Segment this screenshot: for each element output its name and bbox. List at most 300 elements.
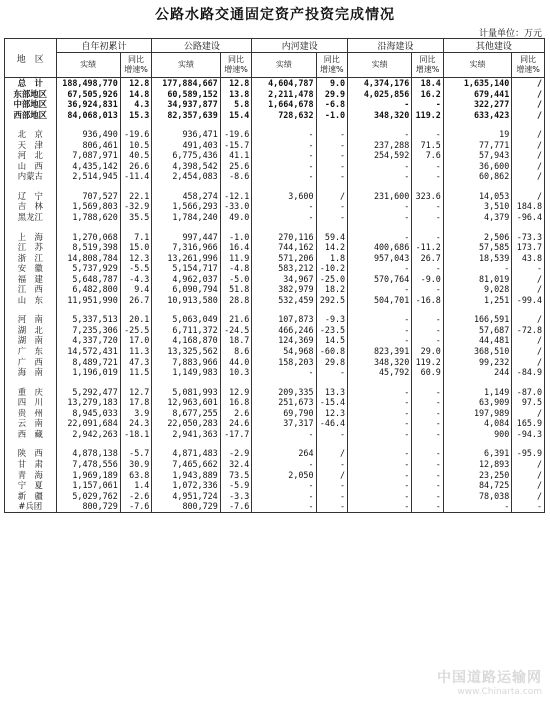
growth-cell: - (412, 129, 444, 140)
region-name: 新 疆 (5, 491, 57, 502)
growth-cell: 184.8 (512, 201, 545, 212)
summary-row (5, 110, 545, 121)
actual-cell: 11,951,990 (56, 295, 120, 306)
region-name: 福 建 (5, 274, 57, 285)
growth-cell: -4.8 (220, 263, 252, 274)
actual-cell: - (443, 501, 511, 512)
actual-cell: 54,968 (252, 346, 316, 357)
table-row (5, 242, 545, 253)
actual-cell: 5,154,717 (152, 263, 220, 274)
actual-cell: - (348, 418, 412, 429)
growth-cell: - (316, 140, 348, 151)
actual-cell: 1,664,678 (252, 99, 316, 110)
actual-cell: 348,320 (348, 357, 412, 368)
unit-label: 计量单位：万元 (478, 29, 542, 39)
actual-cell: 13,261,996 (152, 253, 220, 264)
growth-cell: 22.1 (120, 191, 152, 202)
actual-cell: 37,317 (252, 418, 316, 429)
growth-cell: 51.8 (220, 284, 252, 295)
actual-cell: - (348, 314, 412, 325)
actual-header: 实绩 (56, 53, 120, 78)
region-name: 广 西 (5, 357, 57, 368)
actual-cell: - (252, 459, 316, 470)
growth-cell: -19.6 (120, 129, 152, 140)
actual-cell: 22,050,283 (152, 418, 220, 429)
growth-cell: -1.0 (220, 232, 252, 243)
growth-cell: -2.9 (220, 448, 252, 459)
region-name: 安 徽 (5, 263, 57, 274)
table-row (5, 480, 545, 491)
actual-cell: 237,288 (348, 140, 412, 151)
growth-cell: - (412, 408, 444, 419)
actual-cell: 14,053 (443, 191, 511, 202)
growth-cell: -16.8 (412, 295, 444, 306)
growth-cell: / (512, 171, 545, 182)
growth-cell: 11.3 (120, 346, 152, 357)
actual-cell: 13,325,562 (152, 346, 220, 357)
table-row (5, 491, 545, 502)
region-name: 海 南 (5, 367, 57, 378)
region-name: 陕 西 (5, 448, 57, 459)
growth-cell: 97.5 (512, 397, 545, 408)
growth-cell: -73.3 (512, 232, 545, 243)
spacer-row (5, 223, 545, 232)
actual-cell: 466,246 (252, 325, 316, 336)
actual-cell: 7,465,662 (152, 459, 220, 470)
growth-cell: - (512, 263, 545, 274)
growth-cell: 12.7 (120, 387, 152, 398)
growth-cell: - (412, 387, 444, 398)
growth-cell: 47.3 (120, 357, 152, 368)
actual-cell: 823,391 (348, 346, 412, 357)
actual-cell: 2,050 (252, 470, 316, 481)
growth-cell: / (512, 408, 545, 419)
actual-cell: 800,729 (56, 501, 120, 512)
growth-cell: - (412, 397, 444, 408)
group-header: 其他建设 (443, 39, 544, 53)
actual-cell: 1,969,189 (56, 470, 120, 481)
growth-cell: / (512, 99, 545, 110)
actual-cell: - (348, 429, 412, 440)
actual-cell: 69,790 (252, 408, 316, 419)
region-name: 山 西 (5, 161, 57, 172)
actual-cell: - (252, 129, 316, 140)
growth-cell: 7.1 (120, 232, 152, 243)
actual-cell: 1,784,240 (152, 212, 220, 223)
actual-cell: 1,635,140 (443, 78, 511, 89)
growth-cell: 63.8 (120, 470, 152, 481)
table-row (5, 429, 545, 440)
growth-cell: -12.1 (220, 191, 252, 202)
watermark (437, 667, 542, 697)
spacer-row (5, 378, 545, 387)
growth-cell: - (412, 335, 444, 346)
actual-cell: 491,403 (152, 140, 220, 151)
actual-cell: 1,149,983 (152, 367, 220, 378)
actual-cell: 6,391 (443, 448, 511, 459)
growth-cell: -17.7 (220, 429, 252, 440)
actual-cell: - (252, 212, 316, 223)
growth-cell: - (316, 459, 348, 470)
actual-cell: - (348, 459, 412, 470)
growth-cell: 24.3 (120, 418, 152, 429)
growth-cell: 13.3 (316, 387, 348, 398)
actual-cell: 571,206 (252, 253, 316, 264)
actual-cell: 322,277 (443, 99, 511, 110)
growth-cell: 29.0 (412, 346, 444, 357)
actual-cell: 1,270,068 (56, 232, 120, 243)
growth-cell: / (316, 191, 348, 202)
region-name: 甘 肃 (5, 459, 57, 470)
growth-cell: -84.9 (512, 367, 545, 378)
actual-cell: 12,963,601 (152, 397, 220, 408)
growth-cell: 12.3 (316, 408, 348, 419)
actual-cell: - (348, 325, 412, 336)
actual-cell: 400,686 (348, 242, 412, 253)
actual-cell: 5,292,477 (56, 387, 120, 398)
growth-cell: -23.5 (316, 325, 348, 336)
actual-cell: 3,510 (443, 201, 511, 212)
actual-cell: 806,461 (56, 140, 120, 151)
growth-cell: -25.5 (120, 325, 152, 336)
growth-cell: - (316, 201, 348, 212)
actual-cell: 158,203 (252, 357, 316, 368)
group-header: 自年初累计 (56, 39, 152, 53)
region-name: 山 东 (5, 295, 57, 306)
actual-cell: 4,951,724 (152, 491, 220, 502)
table-row (5, 201, 545, 212)
actual-cell: - (443, 263, 511, 274)
growth-cell: / (512, 150, 545, 161)
actual-cell: 57,687 (443, 325, 511, 336)
actual-cell: - (348, 171, 412, 182)
actual-cell: 583,212 (252, 263, 316, 274)
actual-cell: 8,677,255 (152, 408, 220, 419)
actual-cell: 78,038 (443, 491, 511, 502)
growth-cell: - (412, 161, 444, 172)
region-name: 河 南 (5, 314, 57, 325)
actual-cell: - (348, 129, 412, 140)
actual-cell: 707,527 (56, 191, 120, 202)
growth-cell: 25.6 (220, 161, 252, 172)
growth-cell: -46.4 (316, 418, 348, 429)
summary-row (5, 99, 545, 110)
actual-cell: 4,374,176 (348, 78, 412, 89)
growth-cell: 15.0 (120, 242, 152, 253)
actual-header: 实绩 (348, 53, 412, 78)
actual-cell: 81,019 (443, 274, 511, 285)
actual-cell: 936,490 (56, 129, 120, 140)
actual-cell: 7,087,971 (56, 150, 120, 161)
growth-cell: 4.3 (120, 99, 152, 110)
growth-cell: - (316, 129, 348, 140)
growth-cell: 16.4 (220, 242, 252, 253)
growth-cell: -11.4 (120, 171, 152, 182)
spacer-row (5, 305, 545, 314)
group-header: 公路建设 (152, 39, 252, 53)
growth-cell: / (512, 129, 545, 140)
actual-cell: - (348, 397, 412, 408)
region-name: 内蒙古 (5, 171, 57, 182)
growth-cell: 29.9 (316, 89, 348, 100)
actual-cell: 34,967 (252, 274, 316, 285)
growth-cell: 2.6 (220, 408, 252, 419)
region-name: 总 计 (5, 78, 57, 89)
growth-cell: - (412, 232, 444, 243)
growth-cell: -33.0 (220, 201, 252, 212)
table-row (5, 284, 545, 295)
growth-cell: 9.0 (316, 78, 348, 89)
table-row (5, 397, 545, 408)
growth-cell: 43.8 (512, 253, 545, 264)
actual-cell: 1,566,293 (152, 201, 220, 212)
actual-cell: 679,441 (443, 89, 511, 100)
actual-cell: 4,084 (443, 418, 511, 429)
actual-cell: 1,788,620 (56, 212, 120, 223)
actual-cell: 14,808,784 (56, 253, 120, 264)
region-name: 四 川 (5, 397, 57, 408)
actual-cell: - (252, 161, 316, 172)
table-row (5, 232, 545, 243)
region-name: 东部地区 (5, 89, 57, 100)
table-row (5, 314, 545, 325)
growth-cell: -87.0 (512, 387, 545, 398)
growth-cell: 26.7 (412, 253, 444, 264)
growth-cell: 11.9 (220, 253, 252, 264)
actual-cell: 77,771 (443, 140, 511, 151)
growth-cell: / (512, 459, 545, 470)
actual-cell: 36,600 (443, 161, 511, 172)
growth-cell: 9.4 (120, 284, 152, 295)
actual-cell: 9,028 (443, 284, 511, 295)
actual-cell: 57,943 (443, 150, 511, 161)
actual-cell: 1,569,803 (56, 201, 120, 212)
growth-cell: / (512, 335, 545, 346)
table-row (5, 253, 545, 264)
growth-cell: - (316, 212, 348, 223)
growth-cell: -5.7 (120, 448, 152, 459)
table-row (5, 171, 545, 182)
actual-cell: 5,029,762 (56, 491, 120, 502)
table-row (5, 191, 545, 202)
actual-cell: - (348, 201, 412, 212)
region-name: 吉 林 (5, 201, 57, 212)
growth-cell: 29.8 (316, 357, 348, 368)
actual-cell: 12,893 (443, 459, 511, 470)
actual-cell: 4,337,720 (56, 335, 120, 346)
actual-cell: - (348, 491, 412, 502)
growth-cell: - (316, 150, 348, 161)
table-row (5, 274, 545, 285)
growth-cell: -11.2 (412, 242, 444, 253)
actual-cell: 1,943,889 (152, 470, 220, 481)
region-name: 西部地区 (5, 110, 57, 121)
actual-cell: 22,091,684 (56, 418, 120, 429)
actual-cell: - (252, 150, 316, 161)
actual-cell: - (252, 501, 316, 512)
actual-cell: 4,871,483 (152, 448, 220, 459)
actual-cell: 254,592 (348, 150, 412, 161)
growth-cell: - (316, 171, 348, 182)
growth-cell: 3.9 (120, 408, 152, 419)
growth-cell: 14.2 (316, 242, 348, 253)
growth-cell: 59.4 (316, 232, 348, 243)
actual-cell: 2,506 (443, 232, 511, 243)
actual-cell: 264 (252, 448, 316, 459)
table-row (5, 346, 545, 357)
spacer-row (5, 120, 545, 129)
growth-cell: - (316, 429, 348, 440)
growth-cell: / (316, 448, 348, 459)
actual-cell: 3,600 (252, 191, 316, 202)
growth-cell: / (512, 191, 545, 202)
growth-cell: 11.5 (120, 367, 152, 378)
growth-cell: - (316, 480, 348, 491)
growth-cell: 26.6 (120, 161, 152, 172)
growth-cell: 12.9 (220, 387, 252, 398)
region-name: 北 京 (5, 129, 57, 140)
growth-cell: -60.8 (316, 346, 348, 357)
growth-cell: 17.8 (120, 397, 152, 408)
actual-cell: 18,539 (443, 253, 511, 264)
actual-cell: 6,090,794 (152, 284, 220, 295)
actual-cell: 6,775,436 (152, 150, 220, 161)
actual-cell: 6,482,800 (56, 284, 120, 295)
actual-cell: 1,072,336 (152, 480, 220, 491)
growth-cell: -15.7 (220, 140, 252, 151)
actual-cell: 382,979 (252, 284, 316, 295)
actual-cell: 4,435,142 (56, 161, 120, 172)
table-row (5, 263, 545, 274)
actual-cell: 2,942,263 (56, 429, 120, 440)
actual-cell: 60,589,152 (152, 89, 220, 100)
actual-cell: 19 (443, 129, 511, 140)
growth-cell: 16.2 (412, 89, 444, 100)
actual-cell: - (348, 263, 412, 274)
actual-cell: - (252, 171, 316, 182)
actual-cell: 5,337,513 (56, 314, 120, 325)
actual-cell: 23,250 (443, 470, 511, 481)
growth-cell: 10.5 (120, 140, 152, 151)
actual-cell: 728,632 (252, 110, 316, 121)
actual-cell: 997,447 (152, 232, 220, 243)
growth-cell: 292.5 (316, 295, 348, 306)
actual-cell: 107,873 (252, 314, 316, 325)
growth-cell: -1.0 (316, 110, 348, 121)
actual-cell: 177,884,667 (152, 78, 220, 89)
actual-cell: 4,168,870 (152, 335, 220, 346)
actual-cell: 2,514,945 (56, 171, 120, 182)
growth-cell: / (512, 491, 545, 502)
actual-cell: 5,081,993 (152, 387, 220, 398)
region-name: 江 西 (5, 284, 57, 295)
growth-cell: - (316, 501, 348, 512)
growth-cell: 12.3 (120, 253, 152, 264)
growth-cell: - (412, 201, 444, 212)
growth-cell: - (316, 161, 348, 172)
growth-cell: -5.5 (120, 263, 152, 274)
region-name: 青 海 (5, 470, 57, 481)
growth-cell: - (412, 448, 444, 459)
actual-cell: 5,063,049 (152, 314, 220, 325)
region-name: 浙 江 (5, 253, 57, 264)
growth-cell: / (512, 480, 545, 491)
summary-row (5, 78, 545, 89)
growth-cell: -94.3 (512, 429, 545, 440)
actual-cell: 957,043 (348, 253, 412, 264)
growth-cell: - (316, 491, 348, 502)
growth-cell: - (412, 212, 444, 223)
growth-cell: -4.3 (120, 274, 152, 285)
growth-header: 同比 增速% (220, 53, 252, 78)
actual-cell: - (348, 470, 412, 481)
growth-cell: -5.0 (220, 274, 252, 285)
actual-cell: 4,962,037 (152, 274, 220, 285)
actual-cell: 57,585 (443, 242, 511, 253)
growth-cell: -15.4 (316, 397, 348, 408)
growth-cell: -25.0 (316, 274, 348, 285)
growth-cell: -96.4 (512, 212, 545, 223)
growth-cell: -3.3 (220, 491, 252, 502)
table-row (5, 501, 545, 512)
actual-cell: 36,924,831 (56, 99, 120, 110)
region-name: 黑龙江 (5, 212, 57, 223)
actual-cell: - (348, 501, 412, 512)
region-header: 地 区 (5, 39, 57, 78)
actual-cell: 44,481 (443, 335, 511, 346)
growth-cell: -24.5 (220, 325, 252, 336)
region-name: 辽 宁 (5, 191, 57, 202)
actual-cell: 188,498,770 (56, 78, 120, 89)
table-row (5, 459, 545, 470)
growth-cell: 18.4 (412, 78, 444, 89)
table-row (5, 140, 545, 151)
growth-cell: - (412, 314, 444, 325)
group-header: 沿海建设 (348, 39, 444, 53)
growth-cell: -5.9 (220, 480, 252, 491)
actual-cell: 1,157,061 (56, 480, 120, 491)
actual-cell: 744,162 (252, 242, 316, 253)
growth-cell: 323.6 (412, 191, 444, 202)
table-row (5, 470, 545, 481)
actual-cell: 7,316,966 (152, 242, 220, 253)
actual-cell: 14,572,431 (56, 346, 120, 357)
summary-row (5, 89, 545, 100)
actual-header: 实绩 (443, 53, 511, 78)
growth-cell: - (412, 325, 444, 336)
growth-cell: 5.8 (220, 99, 252, 110)
table-row (5, 161, 545, 172)
actual-cell: 800,729 (152, 501, 220, 512)
actual-cell: 244 (443, 367, 511, 378)
growth-cell: 1.4 (120, 480, 152, 491)
growth-cell: 12.8 (220, 78, 252, 89)
growth-header: 同比 增速% (412, 53, 444, 78)
growth-cell: 44.0 (220, 357, 252, 368)
growth-cell: 73.5 (220, 470, 252, 481)
growth-cell: / (512, 161, 545, 172)
actual-cell: - (348, 161, 412, 172)
growth-cell: - (412, 171, 444, 182)
watermark-url: www.Chinarta.com (457, 687, 542, 697)
growth-cell: / (512, 357, 545, 368)
region-name: 贵 州 (5, 408, 57, 419)
actual-cell: - (348, 408, 412, 419)
growth-header: 同比 增速% (316, 53, 348, 78)
actual-cell: 231,600 (348, 191, 412, 202)
region-name: 河 北 (5, 150, 57, 161)
actual-cell: 8,945,033 (56, 408, 120, 419)
